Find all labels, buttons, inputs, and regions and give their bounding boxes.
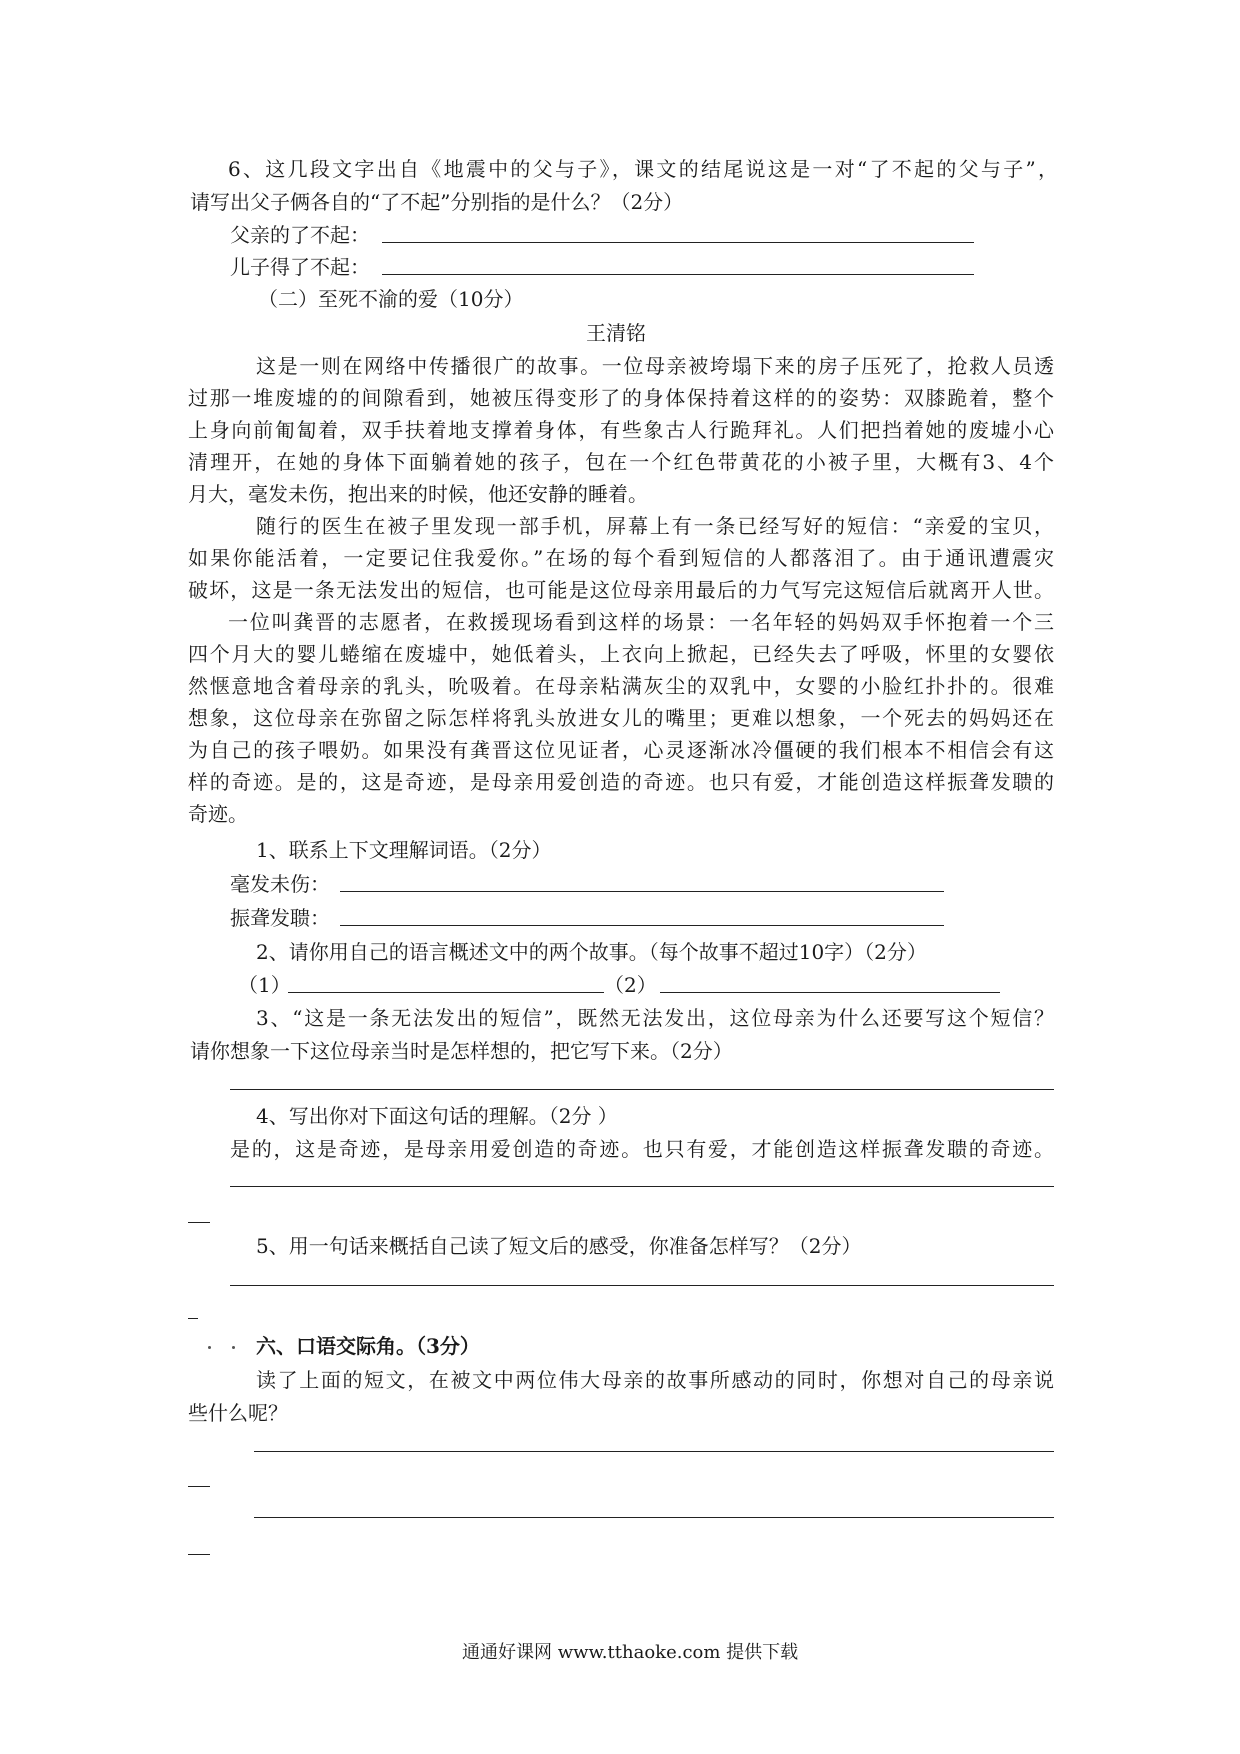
q6-line1: 6、这几段文字出自《地震中的父与子》，课文的结尾说这是一对“了不起的父与子”， [228, 157, 1058, 181]
q4-quote: 是的，这是奇迹，是母亲用爱创造的奇迹。也只有爱，才能创造这样振聋发聩的奇迹。 [230, 1137, 1054, 1161]
q1-term1-answer-line[interactable] [340, 891, 944, 892]
q3-line2: 请你想象一下这位母亲当时是怎样想的，把它写下来。（2分） [190, 1039, 733, 1063]
q2-answer-line-1[interactable] [288, 992, 604, 993]
section6-line1: 读了上面的短文，在被文中两位伟大母亲的故事所感动的同时，你想对自己的母亲说 [256, 1368, 1054, 1392]
section2-heading: （二）至死不渝的爱（10分） [258, 287, 524, 311]
para3-line2: 四个月大的婴儿蜷缩在废墟中，她低着头，上衣向上掀起，已经失去了呼吸，怀里的女婴依 [188, 642, 1054, 666]
section6-answer-line-2[interactable] [254, 1517, 1054, 1518]
para2-line2: 如果你能活着，一定要记住我爱你。”在场的每个看到短信的人都落泪了。由于通讯遭震灾 [188, 546, 1054, 570]
q5-answer-line[interactable] [230, 1285, 1054, 1286]
q6-father-label: 父亲的了不起： [230, 223, 370, 247]
para3-line5: 为自己的孩子喂奶。如果没有龚晋这位见证者，心灵逐渐冰冷僵硬的我们根本不相信会有这 [188, 738, 1054, 762]
section6-dash-mark-1 [188, 1486, 210, 1487]
section6-answer-line-1[interactable] [254, 1451, 1054, 1452]
q5-text: 5、用一句话来概括自己读了短文后的感受，你准备怎样写？（2分） [256, 1234, 862, 1258]
para2-line3: 破坏，这是一条无法发出的短信，也可能是这位母亲用最后的力气写完这短信后就离开人世。 [188, 578, 1054, 602]
para1-line1: 这是一则在网络中传播很广的故事。一位母亲被垮塌下来的房子压死了，抢救人员透 [256, 354, 1054, 378]
q1-text: 1、联系上下文理解词语。（2分） [256, 838, 552, 862]
q4-dash-mark [188, 1222, 210, 1223]
q3-line1: 3、“这是一条无法发出的短信”，既然无法发出，这位母亲为什么还要写这个短信？ [256, 1006, 1054, 1030]
para3-line6: 样的奇迹。是的，这是奇迹，是母亲用爱创造的奇迹。也只有爱，才能创造这样振聋发聩的 [188, 770, 1054, 794]
q2-answer-line-2[interactable] [660, 992, 1000, 993]
q2-text: 2、请你用自己的语言概述文中的两个故事。（每个故事不超过10字）（2分） [256, 940, 927, 964]
q5-dash-mark [188, 1318, 198, 1319]
para2-line1: 随行的医生在被子里发现一部手机，屏幕上有一条已经写好的短信：“亲爱的宝贝， [256, 514, 1054, 538]
section6-heading: 六、口语交际角。（3分） [256, 1334, 480, 1358]
speck-dot [208, 1346, 211, 1349]
para3-line7: 奇迹。 [188, 802, 248, 826]
para1-line3: 上身向前匍匐着，双手扶着地支撑着身体，有些象古人行跪拜礼。人们把挡着她的废墟小心 [188, 418, 1054, 442]
para3-line1: 一位叫龚晋的志愿者，在救援现场看到这样的场景：一名年轻的妈妈双手怀抱着一个三 [228, 610, 1054, 634]
q6-son-answer-line[interactable] [382, 274, 974, 275]
section6-line2: 些什么呢？ [188, 1401, 288, 1425]
para1-line2: 过那一堆废墟的的间隙看到，她被压得变形了的身体保持着这样的的姿势：双膝跪着，整个 [188, 386, 1054, 410]
section6-dash-mark-2 [188, 1554, 210, 1555]
q1-term1: 毫发未伤： [230, 872, 330, 896]
para3-line3: 然惬意地含着母亲的乳头，吮吸着。在母亲粘满灰尘的双乳中，女婴的小脸红扑扑的。很难 [188, 674, 1054, 698]
q1-term2-answer-line[interactable] [340, 925, 944, 926]
page-footer: 通通好课网 www.tthaoke.com 提供下载 [462, 1642, 799, 1663]
para1-line5: 月大，毫发未伤，抱出来的时候，他还安静的睡着。 [188, 482, 648, 506]
q4-answer-line[interactable] [230, 1186, 1054, 1187]
speck-dot [232, 1346, 235, 1349]
para3-line4: 想象，这位母亲在弥留之际怎样将乳头放进女儿的嘴里；更难以想象，一个死去的妈妈还在 [188, 706, 1054, 730]
q3-answer-line[interactable] [230, 1089, 1054, 1090]
q2-label-1: （1） [238, 973, 291, 997]
q6-line2: 请写出父子俩各自的“了不起”分别指的是什么？（2分） [190, 190, 684, 214]
q2-label-2: （2） [604, 973, 657, 997]
q6-father-answer-line[interactable] [382, 242, 974, 243]
section2-author: 王清铭 [586, 321, 646, 345]
q1-term2: 振聋发聩： [230, 906, 330, 930]
q4-text: 4、写出你对下面这句话的理解。（2分 ） [256, 1104, 618, 1128]
para1-line4: 清理开，在她的身体下面躺着她的孩子，包在一个红色带黄花的小被子里，大概有3、4个 [188, 450, 1054, 474]
q6-son-label: 儿子得了不起： [230, 255, 370, 279]
